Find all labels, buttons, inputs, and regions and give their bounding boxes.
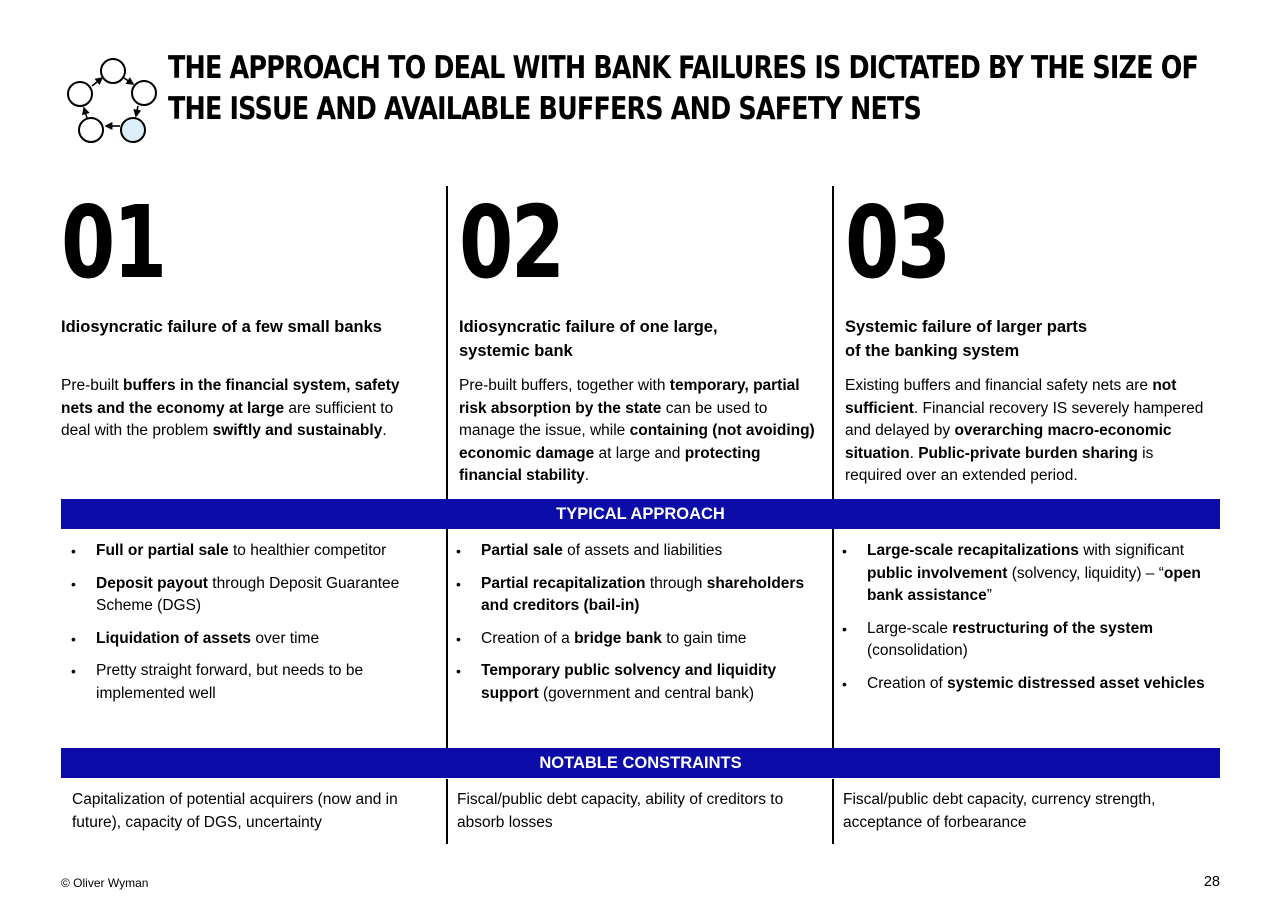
- text: through Deposit Guarantee Scheme (DGS): [96, 574, 400, 614]
- list-item: [832, 673, 1212, 696]
- bold-text: Deposit payout: [96, 574, 208, 592]
- text: to healthier competitor: [228, 542, 387, 559]
- title-line-1: THE APPROACH TO DEAL WITH BANK FAILURES IS DICTATED BY THE SIZE OF: [168, 50, 1199, 86]
- heading-3-line-2: of the banking system: [845, 342, 1020, 360]
- bold-text: bridge bank: [574, 629, 662, 647]
- notable-constraints-band: NOTABLE CONSTRAINTS: [61, 748, 1220, 778]
- text: Large-scale: [867, 619, 953, 637]
- list-item: [446, 660, 821, 705]
- constraint-2: Fiscal/public debt capacity, ability of creditors to absorb losses: [457, 791, 784, 831]
- bold-text: restructuring of the system: [952, 619, 1153, 637]
- bold-text: Temporary public solvency and liquidity support: [481, 662, 777, 702]
- approach-list-3: [832, 540, 1212, 705]
- bold-text: Public-private burden sharing: [918, 444, 1138, 462]
- heading-2-line-2: systemic bank: [459, 342, 573, 360]
- text: Creation of: [867, 674, 948, 692]
- heading-1-line-1: Idiosyncratic failure of a few small banks: [61, 318, 382, 336]
- bold-text: Liquidation of assets: [96, 629, 252, 647]
- bold-text: shareholders and creditors (bail-in): [481, 574, 805, 614]
- column-number-03: 03: [845, 184, 949, 301]
- column-description-2: [459, 375, 824, 488]
- bold-text: swiftly and sustainably: [212, 422, 383, 439]
- list-item: [446, 540, 821, 563]
- cycle-circles-icon: [66, 56, 158, 148]
- column-divider-2-constraints: [832, 779, 834, 844]
- text: (solvency, liquidity) – “: [1007, 564, 1164, 582]
- column-heading-1: [61, 315, 431, 339]
- heading-3-line-1: Systemic failure of larger parts: [845, 318, 1088, 336]
- column-number-02: 02: [459, 184, 563, 301]
- text: ”: [986, 587, 992, 604]
- column-divider-1-constraints: [446, 779, 448, 844]
- bold-text: Large-scale recapitalizations: [867, 542, 1079, 559]
- bold-text: buffers in the financial system, safety nets and the economy at large: [61, 377, 400, 417]
- text: (government and central bank): [538, 684, 755, 702]
- bold-text: Full or partial sale: [96, 542, 229, 559]
- list-item: [61, 628, 436, 651]
- text: are sufficient to deal with the problem: [61, 399, 394, 439]
- text: can be used to manage the issue, while: [459, 399, 768, 439]
- bold-text: containing (not avoiding) economic damage: [459, 422, 815, 462]
- list-item: [446, 573, 821, 618]
- text: through: [645, 574, 707, 592]
- approach-list-2: [446, 540, 821, 715]
- bold-text: public involvement: [867, 564, 1008, 582]
- text: at large and: [594, 444, 685, 462]
- text: of assets and liabilities: [562, 542, 723, 559]
- bold-text: systemic distressed asset vehicles: [947, 674, 1205, 692]
- list-item: [832, 618, 1212, 663]
- typical-approach-band: TYPICAL APPROACH: [61, 499, 1220, 529]
- list-item: [446, 628, 821, 651]
- column-heading-3: [845, 315, 1215, 363]
- text: Pretty straight forward, but needs to be implemented well: [96, 662, 364, 702]
- page-title: [168, 48, 1199, 130]
- column-description-1: [61, 375, 426, 443]
- copyright: © Oliver Wyman: [61, 876, 149, 890]
- text: over time: [251, 629, 320, 647]
- bold-text: not sufficient: [845, 377, 1177, 417]
- list-item: [61, 660, 436, 705]
- heading-2-line-1: Idiosyncratic failure of one large,: [459, 318, 718, 336]
- column-divider-1: [446, 186, 448, 499]
- constraint-3: Fiscal/public debt capacity, currency strength, acceptance of forbearance: [843, 791, 1156, 831]
- text: .: [382, 422, 387, 439]
- text: is required over an extended period.: [845, 444, 1154, 484]
- bold-text: overarching macro-economic situation: [845, 422, 1172, 462]
- list-item: [61, 540, 436, 563]
- text: to gain time: [661, 629, 747, 647]
- text: . Financial recovery IS severely hampered and delayed by: [845, 399, 1204, 439]
- bold-text: temporary, partial risk absorption by the state: [459, 377, 800, 417]
- approach-list-1: [61, 540, 436, 715]
- text: .: [909, 444, 919, 462]
- bold-text: open bank assistance: [867, 564, 1201, 604]
- page-number: 28: [1203, 874, 1220, 890]
- column-number-01: 01: [61, 184, 165, 301]
- text: Existing buffers and financial safety nets are: [845, 377, 1153, 394]
- column-description-3: [845, 375, 1205, 488]
- bold-text: protecting financial stability: [459, 444, 761, 484]
- constraint-1: Capitalization of potential acquirers (now and in future), capacity of DGS, uncertainty: [72, 791, 398, 831]
- title-line-2: THE ISSUE AND AVAILABLE BUFFERS AND SAFETY NETS: [168, 91, 922, 127]
- bold-text: Partial sale: [481, 542, 563, 559]
- text: Pre-built: [61, 377, 124, 394]
- text: Pre-built buffers, together with: [459, 377, 670, 394]
- bold-text: Partial recapitalization: [481, 574, 646, 592]
- text: with significant: [1078, 542, 1185, 559]
- text: Creation of a: [481, 629, 575, 647]
- list-item: [61, 573, 436, 618]
- column-heading-2: [459, 315, 829, 363]
- text: .: [584, 467, 590, 484]
- list-item: [832, 540, 1212, 608]
- text: (consolidation): [867, 642, 968, 659]
- column-divider-2: [832, 186, 834, 499]
